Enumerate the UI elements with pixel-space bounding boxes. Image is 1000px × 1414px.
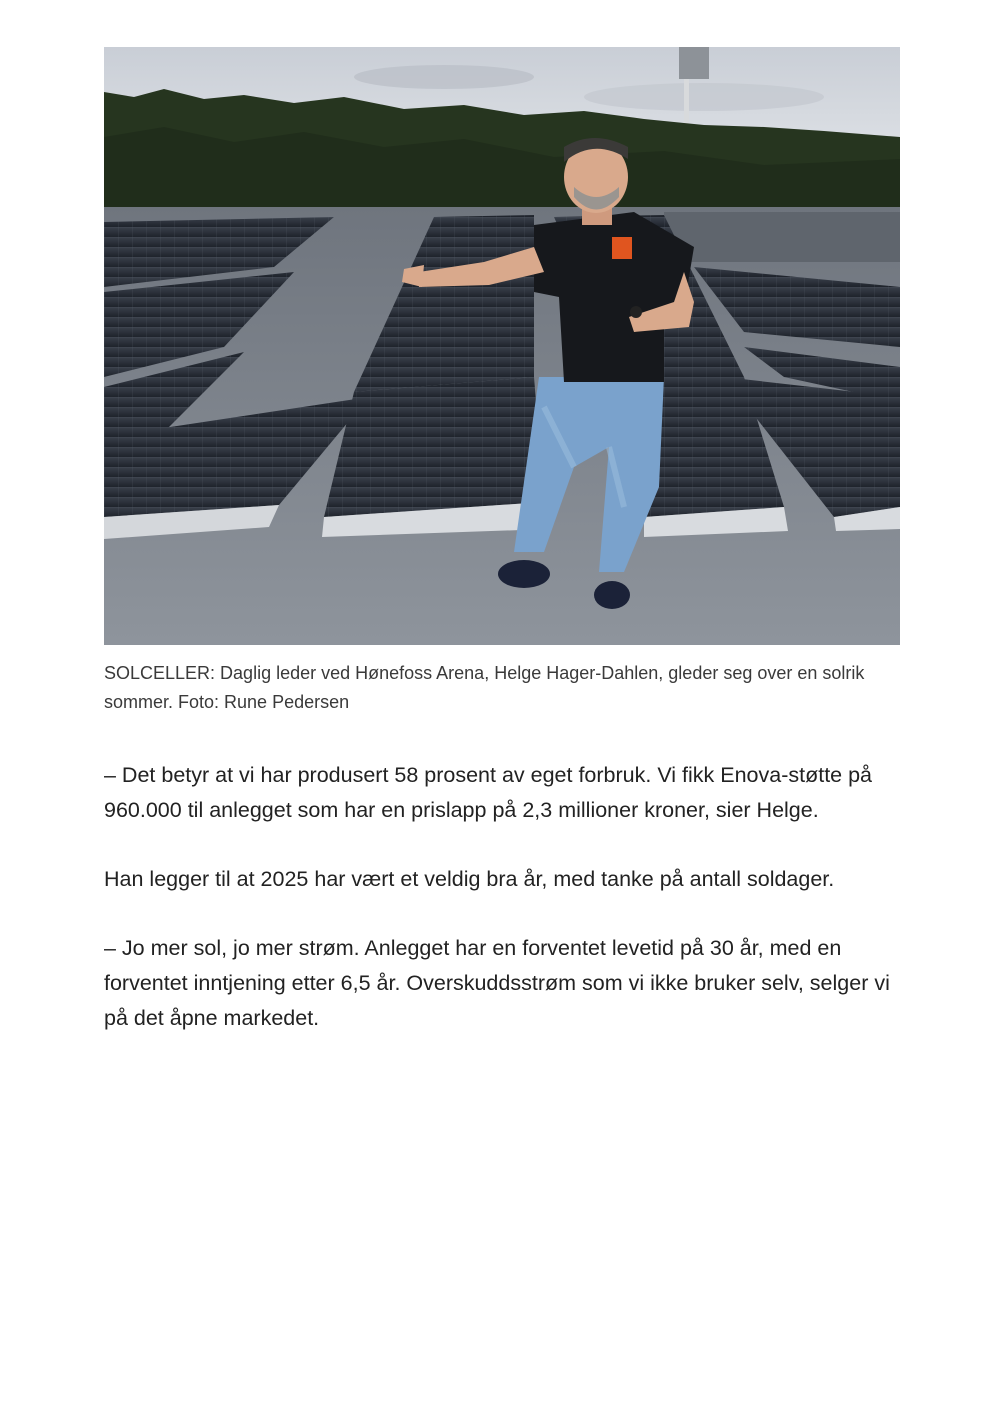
- shirt-logo: [612, 237, 632, 259]
- article-paragraph: Han legger til at 2025 har vært et veldig bra år, med tanke på antall soldager.: [104, 867, 835, 891]
- solar-roof-photo: [104, 47, 900, 645]
- article-paragraph: – Jo mer sol, jo mer strøm. Anlegget har en forventet levetid på 30 år, med en forventet inntjening etter 6,5 år. Overskuddsstrøm som vi ikke bruker selv, selger vi på det åpne markedet.: [104, 936, 890, 1030]
- solar-panel-row: [324, 377, 544, 517]
- article-paragraph: – Det betyr at vi har produsert 58 prosent av eget forbruk. Vi fikk Enova-støtte på 960.000 til anlegget som har en prislapp på 2,3 millioner kroner, sier Helge.: [104, 763, 873, 822]
- photo-caption: SOLCELLER: Daglig leder ved Hønefoss Arena, Helge Hager-Dahlen, gleder seg over en solrik sommer. Foto: Rune Pedersen: [104, 663, 865, 712]
- article-body: [104, 758, 904, 1070]
- article-photo: [104, 47, 900, 645]
